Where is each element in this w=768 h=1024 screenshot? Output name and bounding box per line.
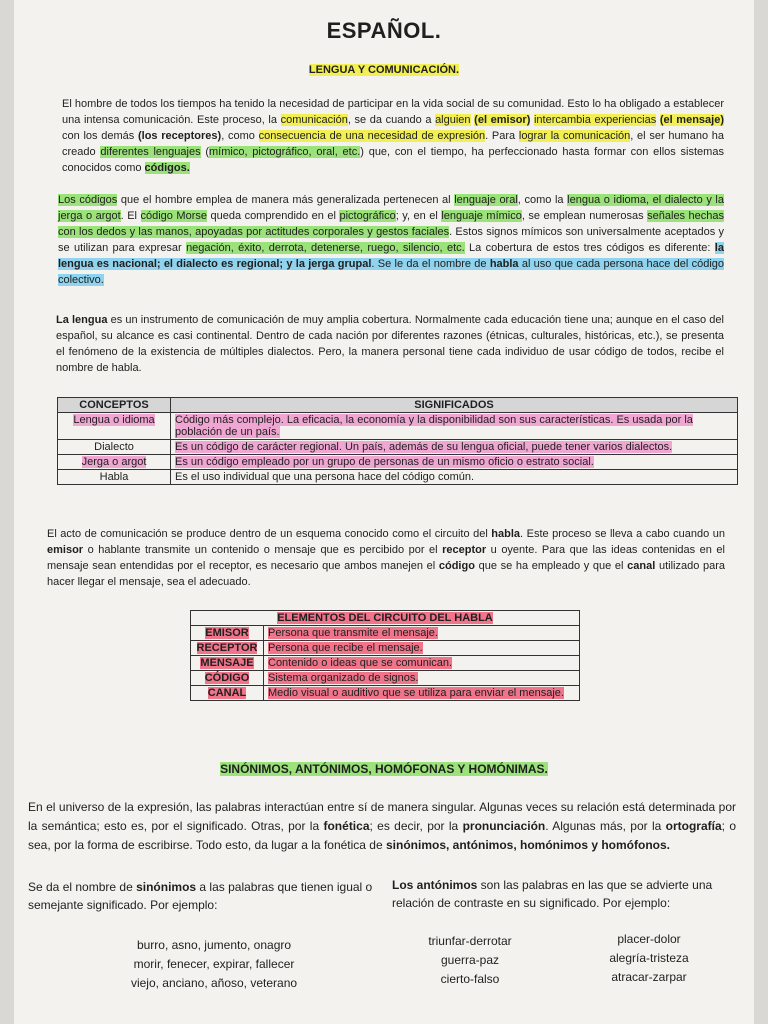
page-title: ESPAÑOL.: [326, 18, 442, 43]
table-cell: Medio visual o auditivo que se utiliza para enviar el mensaje.: [264, 686, 580, 701]
list-item: viejo, anciano, añoso, veterano: [130, 976, 298, 990]
table-row: [58, 470, 738, 485]
table-cell: Dialecto: [58, 440, 171, 455]
table-header: CONCEPTOS: [58, 398, 171, 413]
synonyms-examples: [94, 936, 334, 993]
table-header: ELEMENTOS DEL CIRCUITO DEL HABLA: [191, 611, 580, 626]
document-page: [14, 0, 754, 1024]
concepts-table: [57, 397, 738, 485]
antonyms-examples-right: [574, 930, 724, 987]
list-item: alegría-tristeza: [609, 951, 689, 965]
table-cell: Persona que recibe el mensaje.: [264, 641, 580, 656]
paragraph-communication: El hombre de todos los tiempos ha tenido la necesidad de participar en la vida social de su comunidad. Esto lo ha obligado a establecer una intensa comunicación. Este proceso, la comunicación, se da cuando a alguien (el emisor) intercambia experiencias (el mensaje) con los demás (los receptores), como consecuencia de una necesidad de expresión. Para lograr la comunicación, el ser humano ha creado diferentes lenguajes (mímico, pictográfico, oral, etc.) que, con el tiempo, ha perfeccionado hasta formar con ellos sistemas conocidos como códigos.: [62, 98, 725, 174]
list-item: cierto-falso: [440, 972, 500, 986]
table-cell: Jerga o argot: [58, 455, 171, 470]
antonyms-definition: Los antónimos son las palabras en las que se advierte una relación de contraste en su significado. Por ejemplo:: [392, 878, 713, 910]
table-row: [58, 413, 738, 440]
list-item: guerra-paz: [440, 953, 500, 967]
paragraph-lengua: La lengua es un instrumento de comunicación de muy amplia cobertura. Normalmente cada educación tiene una; aunque en el caso del español, su alcance es casi continental. Dentro de cada nación por diferentes razones (étnicas, culturales, históricas, etc.), se presenta el fenómeno de la existencia de múltiples dialectos. Pero, la manera personal tiene cada individuo de usar código de todos, recibe el nombre de habla.: [56, 314, 724, 374]
table-row: [58, 440, 738, 455]
list-item: morir, fenecer, expirar, fallecer: [133, 957, 295, 971]
table-header-row: [191, 611, 580, 626]
table-row: [191, 626, 580, 641]
table-cell: Contenido o ideas que se comunican.: [264, 656, 580, 671]
table-row: [191, 686, 580, 701]
table-header: SIGNIFICADOS: [171, 398, 738, 413]
table-header-row: [58, 398, 738, 413]
list-item: burro, asno, jumento, onagro: [136, 938, 292, 952]
table-cell: Es el uso individual que una persona hace del código común.: [171, 470, 738, 485]
synonyms-definition: Se da el nombre de sinónimos a las palabras que tienen igual o semejante significado. Por ejemplo:: [28, 880, 373, 912]
table-cell: Lengua o idioma: [58, 413, 171, 440]
table-row: [58, 455, 738, 470]
list-item: placer-dolor: [617, 932, 681, 946]
paragraph-expression: En el universo de la expresión, las palabras interactúan entre sí de manera singular. Algunas veces su relación está determinada por la semántica; esto es, por el significado. Otras, por la fonética; es decir, por la pronunciación. Algunas más, por la ortografía; o sea, por la forma de escribirse. Todo esto, da lugar a la fonética de sinónimos, antónimos, homónimos y homófonos.: [28, 800, 736, 852]
table-cell: Es un código empleado por un grupo de personas de un mismo oficio o estrato social.: [171, 455, 738, 470]
paragraph-circuit: El acto de comunicación se produce dentro de un esquema conocido como el circuito del habla. Este proceso se lleva a cabo cuando un emisor o hablante transmite un contenido o mensaje que es percibido por el receptor u oyente. Para que las ideas contenidas en el mensaje sean entendidas por el receptor, es necesario que ambos manejen el código que se ha empleado y que el canal utilizado para hacer llegar el mensaje, sea el adecuado.: [47, 528, 725, 588]
antonyms-examples-left: [390, 932, 550, 989]
table-cell: CÓDIGO: [191, 671, 264, 686]
table-cell: Persona que transmite el mensaje.: [264, 626, 580, 641]
table-row: [191, 671, 580, 686]
section-heading-sinonimos: SINÓNIMOS, ANTÓNIMOS, HOMÓFONAS Y HOMÓNIMAS.: [220, 762, 548, 776]
section-heading-lengua: LENGUA Y COMUNICACIÓN.: [308, 64, 460, 76]
table-cell: EMISOR: [191, 626, 264, 641]
speech-circuit-table: [190, 610, 580, 701]
table-row: [191, 641, 580, 656]
list-item: triunfar-derrotar: [428, 934, 512, 948]
table-cell: MENSAJE: [191, 656, 264, 671]
table-cell: CANAL: [191, 686, 264, 701]
table-cell: Sistema organizado de signos.: [264, 671, 580, 686]
paragraph-codes: Los códigos que el hombre emplea de manera más generalizada pertenecen al lenguaje oral, como la lengua o idioma, el dialecto y la jerga o argot. El código Morse queda comprendido en el pictográfico; y, en el lenguaje mímico, se emplean numerosas señales hechas con los dedos y las manos, apoyadas por actitudes corporales y gestos faciales. Estos signos mímicos son universalmente aceptados y se utilizan para expresar negación, éxito, derrota, detenerse, ruego, silencio, etc. La cobertura de estos tres códigos es diferente: la lengua es nacional; el dialecto es regional; y la jerga grupal. Se le da el nombre de habla al uso que cada persona hace del código colectivo.: [58, 194, 725, 286]
table-cell: Es un código de carácter regional. Un país, además de su lengua oficial, puede tener varios dialectos.: [171, 440, 738, 455]
table-cell: Habla: [58, 470, 171, 485]
table-row: [191, 656, 580, 671]
table-cell: Código más complejo. La eficacia, la economía y la disponibilidad son sus características. Es usada por la población de un país.: [171, 413, 738, 440]
table-cell: RECEPTOR: [191, 641, 264, 656]
list-item: atracar-zarpar: [611, 970, 687, 984]
